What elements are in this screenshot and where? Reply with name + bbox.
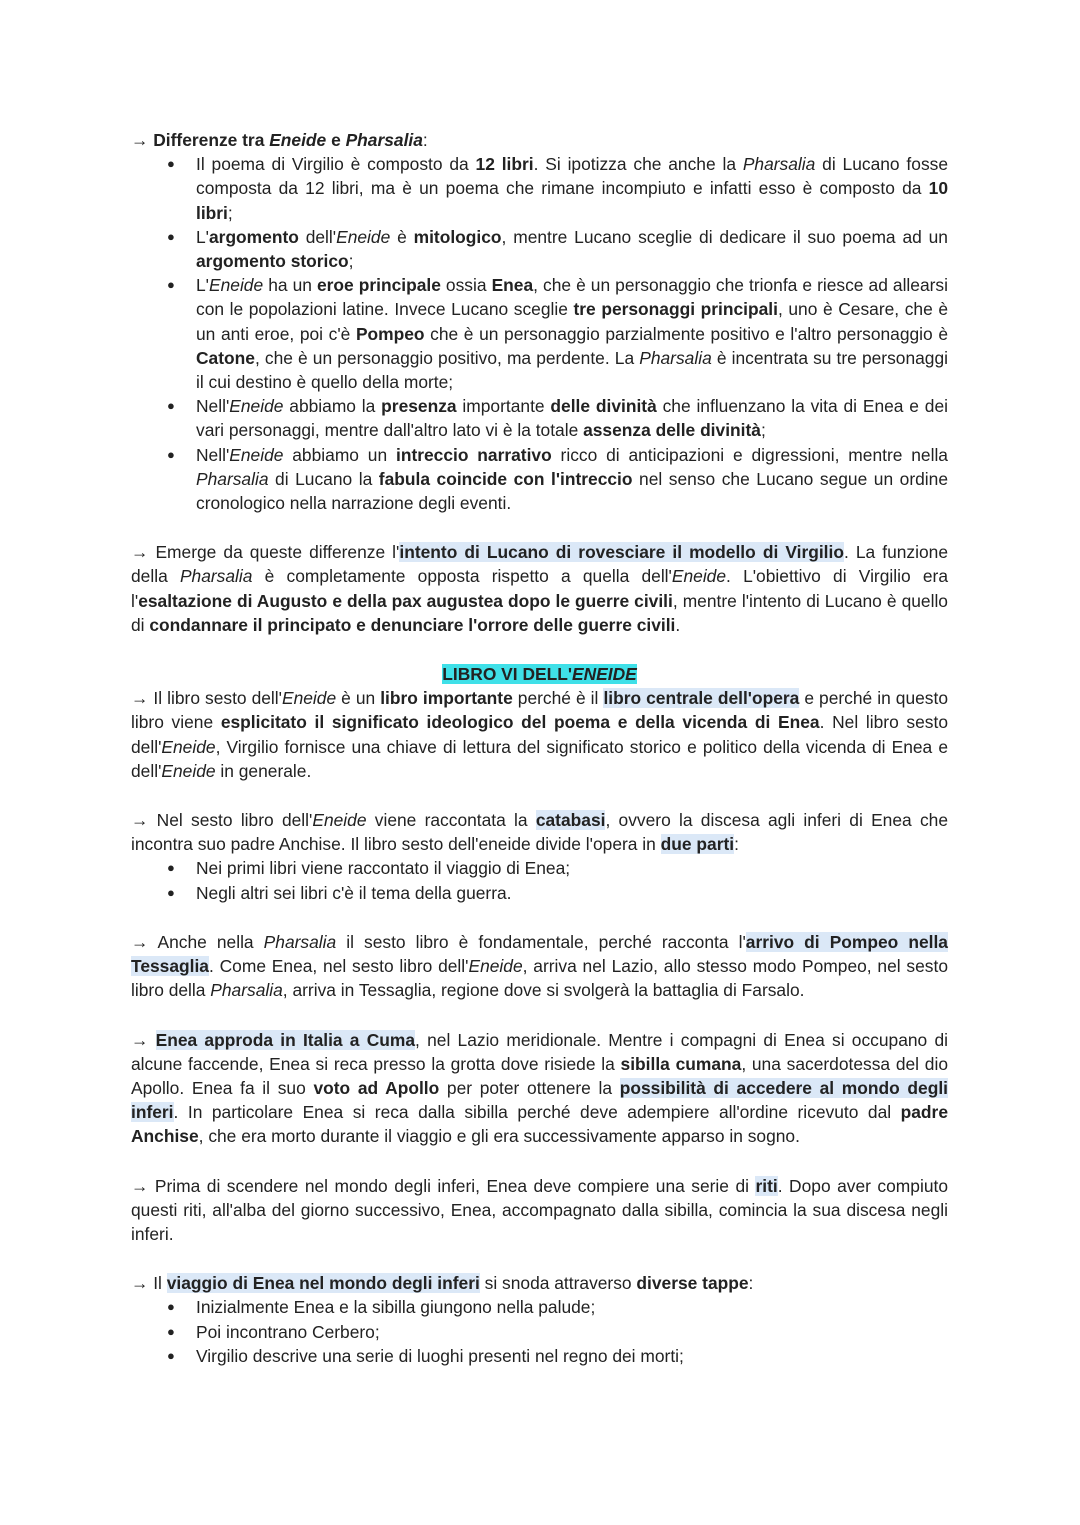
paragraph-catabasi: → Nel sesto libro dell'Eneide viene raccontata la catabasi, ovvero la discesa agli inferi di Enea che incontra suo padre Anchise. Il libro sesto dell'eneide divide l'opera in due parti: xyxy=(131,810,948,855)
list-item: ● Il poema di Virgilio è composto da 12 libri. Si ipotizza che anche la Pharsalia di Lucano fosse composta da 12 libri, ma è un poema che rimane incompiuto e infatti esso è composto da 10 libri; xyxy=(196,152,948,225)
list-item: ● Virgilio descrive una serie di luoghi presenti nel regno dei morti; xyxy=(196,1344,948,1368)
paragraph-cuma: → Enea approda in Italia a Cuma, nel Lazio meridionale. Mentre i compagni di Enea si occupano di alcune faccende, Enea si reca presso la grotta dove risiede la sibilla cumana, una sacerdotessa del dio Apollo. Enea fa il suo voto ad Apollo per poter ottenere la possibilità di accedere al mondo degli inferi. In particolare Enea si reca dalla sibilla perché deve adempiere all'ordine ricevuto dal padre Anchise, che era morto durante il viaggio e gli era successivamente apparso in sogno. xyxy=(131,1029,949,1147)
differences-heading: → Differenze tra Eneide e Pharsalia: xyxy=(131,130,428,150)
list-item: ● Poi incontrano Cerbero; xyxy=(196,1320,948,1344)
list-item: ● Negli altri sei libri c'è il tema della guerra. xyxy=(196,881,948,905)
list-item: ● L'Eneide ha un eroe principale ossia Enea, che è un personaggio che trionfa e riesce ad allearsi con le popolazioni latine. Invece Lucano sceglie tre personaggi principali, uno è Cesare, che è un anti eroe, poi c'è Pompeo che è un personaggio parzialmente positivo e l'altro personaggio è Catone, che è un personaggio positivo, ma perdente. La Pharsalia è incentrata su tre personaggi il cui destino è quello della morte; xyxy=(196,273,948,394)
list-item: ● L'argomento dell'Eneide è mitologico, mentre Lucano sceglie di dedicare il suo poema ad un argomento storico; xyxy=(196,225,948,273)
list-item: ● Nei primi libri viene raccontato il viaggio di Enea; xyxy=(196,856,948,880)
document-content xyxy=(131,128,948,1368)
paragraph-journey: → Il viaggio di Enea nel mondo degli inferi si snoda attraverso diverse tappe: xyxy=(131,1273,754,1294)
section-title: LIBRO VI DELL'ENEIDE xyxy=(442,664,637,685)
paragraph-book-six: → Il libro sesto dell'Eneide è un libro importante perché è il libro centrale dell'opera e perché in questo libro viene esplicitato il significato ideologico del poema e della vicenda di Enea. Nel libro sesto dell'Eneide, Virgilio fornisce una chiave di lettura del significato storico e politico della vicenda di Enea e dell'Eneide in generale. xyxy=(131,688,948,781)
journey-stages-list xyxy=(131,1295,948,1368)
paragraph-lucano-intent: → Emerge da queste differenze l'intento di Lucano di rovesciare il modello di Virgilio. La funzione della Pharsalia è completamente opposta rispetto a quella dell'Eneide. L'obiettivo di Virgilio era l'esaltazione di Augusto e della pax augustea dopo le guerre civili, mentre l'intento di Lucano è quello di condannare il principato e denunciare l'orrore delle guerre civili. xyxy=(131,542,948,635)
list-item: ● Nell'Eneide abbiamo un intreccio narrativo ricco di anticipazioni e digressioni, mentre nella Pharsalia di Lucano la fabula coincide con l'intreccio nel senso che Lucano segue un ordine cronologico nella narrazione degli eventi. xyxy=(196,443,948,516)
paragraph-pharsalia-book-six: → Anche nella Pharsalia il sesto libro è fondamentale, perché racconta l'arrivo di Pompeo nella Tessaglia. Come Enea, nel sesto libro dell'Eneide, arriva nel Lazio, allo stesso modo Pompeo, nel sesto libro della Pharsalia, arriva in Tessaglia, regione dove si svolgerà la battaglia di Farsalo. xyxy=(131,931,948,1001)
list-item: ● Inizialmente Enea e la sibilla giungono nella palude; xyxy=(196,1295,948,1319)
differences-list xyxy=(131,152,948,515)
list-item: ● Nell'Eneide abbiamo la presenza importante delle divinità che influenzano la vita di Enea e dei vari personaggi, mentre dall'altro lato vi è la totale assenza delle divinità; xyxy=(196,394,948,442)
two-parts-list xyxy=(131,856,948,904)
paragraph-riti: → Prima di scendere nel mondo degli inferi, Enea deve compiere una serie di riti. Dopo aver compiuto questi riti, all'alba del giorno successivo, Enea, accompagnato dalla sibilla, comincia la sua discesa negli inferi. xyxy=(131,1175,948,1244)
